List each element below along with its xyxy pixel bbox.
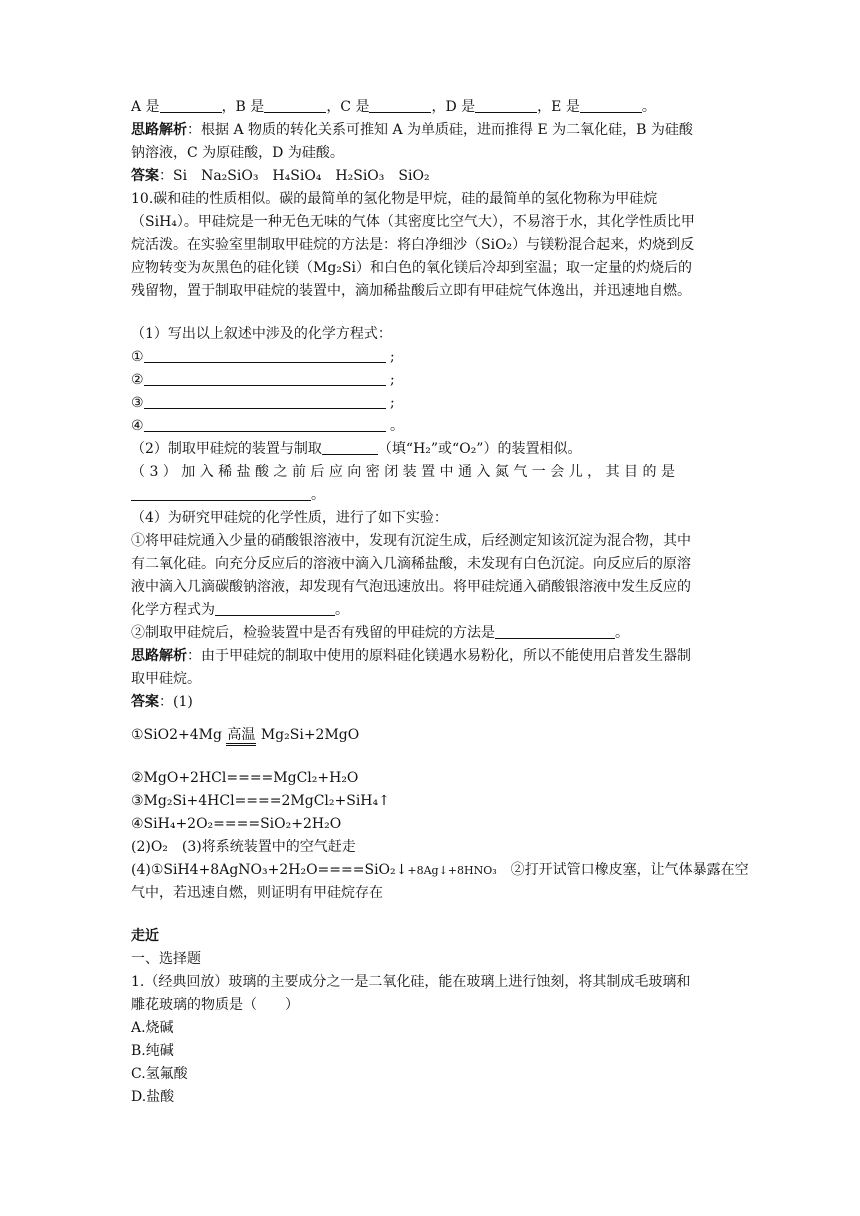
eq-mark: ②	[131, 372, 144, 388]
q10-part1-title: （1）写出以上叙述中涉及的化学方程式：	[131, 326, 392, 342]
q10-para-line: 残留物，置于制取甲硅烷的装置中，滴加稀盐酸后立即有甲硅烷气体逸出，并迅速地自燃。	[131, 283, 691, 299]
ans4-eq: (4)①SiH4+8AgNO₃+2H₂O====SiO₂↓	[131, 862, 408, 878]
q10-analysis-line-2: 取甲硅烷。	[131, 671, 201, 687]
answer-blank	[264, 98, 326, 113]
option-c: C.氢氟酸	[131, 1066, 188, 1082]
part2-text-end: （填“H₂”或“O₂”）的装置相似。	[377, 441, 582, 457]
q10-analysis-line-1	[131, 645, 731, 668]
analysis-text: ：根据 A 物质的转化关系可推知 A 为单质硅，进而推得 E 为二氧化硅，B 为硅酸	[187, 122, 693, 138]
answer-blank	[144, 371, 386, 386]
eq-mark: ③	[131, 395, 144, 411]
answer-blank	[144, 348, 386, 363]
equation-blank-line	[131, 392, 731, 415]
q10-part2	[131, 438, 731, 461]
part2-text: （2）制取甲硅烷的装置与制取	[131, 441, 322, 457]
answer-head-text: ：(1)	[159, 694, 193, 710]
q10-part4-title: （4）为研究甲硅烷的化学性质，进行了如下实验：	[131, 510, 448, 526]
answer-blank	[131, 486, 311, 501]
ans4-method: ②打开试管口橡皮塞，让气体暴露在空	[496, 862, 749, 878]
q10-para-line: 应物转变为灰黑色的硅化镁（Mg₂Si）和白色的氧化镁后冷却到室温；取一定量的灼烧后的	[131, 260, 692, 276]
part3-end: 。	[311, 487, 325, 503]
answer-label: 答案	[131, 694, 159, 710]
answer-equation-2: ②MgO+2HCl====MgCl₂+H₂O	[131, 770, 359, 786]
answer-blank	[369, 98, 431, 113]
q9-label-d: ，D 是	[431, 99, 476, 115]
q9-label-c: ，C 是	[326, 99, 370, 115]
answer-equation-4: ④SiH₄+2O₂====SiO₂+2H₂O	[131, 816, 342, 832]
q10-part4-line: 有二氧化硅。向充分反应后的溶液中滴入几滴稀盐酸，未发现有白色沉淀。向反应后的原溶	[131, 556, 691, 572]
question-1-stem: 1.（经典回放）玻璃的主要成分之一是二氧化硅，能在玻璃上进行蚀刻，将其制成毛玻璃和	[131, 974, 691, 990]
answer-blank	[144, 417, 386, 432]
eq-end: 。	[385, 418, 405, 434]
option-d: D.盐酸	[131, 1089, 175, 1105]
eq1-left: ①SiO2+4Mg	[131, 727, 227, 743]
q10-para-line: 烷活泼。在实验室里制取甲硅烷的方法是：将白净细沙（SiO₂）与镁粉混合起来，灼烧到反	[131, 237, 695, 253]
q10-part4-2	[131, 622, 731, 645]
q10-part3: （ 3 ） 加 入 稀 盐 酸 之 前 后 应 向 密 闭 装 置 中 通 入 氮 气 一 会 儿 ， 其 目 的 是	[131, 464, 675, 480]
p4-end-text: 化学方程式为	[131, 602, 215, 618]
section-title: 走近	[131, 928, 159, 944]
option-b: B.纯碱	[131, 1043, 174, 1059]
answer-blank	[144, 394, 386, 409]
q9-label-e: ，E 是	[537, 99, 580, 115]
q10-para-line: （SiH₄）。甲硅烷是一种无色无味的气体（其密度比空气大），不易溶于水，其化学性质比甲	[131, 214, 695, 230]
q10-part4-end	[131, 599, 731, 622]
answer-text: ：Si Na₂SiO₃ H₄SiO₄ H₂SiO₃ SiO₂	[159, 168, 430, 184]
question-1-stem-cont: 雕花玻璃的物质是（ ）	[131, 997, 299, 1013]
p4-2-mark: 。	[615, 625, 629, 641]
q9-analysis-line-1	[131, 119, 731, 142]
eq-mark: ①	[131, 349, 144, 365]
equation-blank-line	[131, 415, 731, 438]
eq-end: ;	[385, 395, 395, 411]
ans4-eq-small: +8Ag↓+8HNO₃	[407, 864, 497, 877]
q9-label-a: A 是	[131, 99, 160, 115]
q9-blanks-line	[131, 96, 731, 119]
answer-blank	[475, 98, 537, 113]
analysis-label: 思路解析	[131, 122, 187, 138]
analysis-text: ：由于甲硅烷的制取中使用的原料硅化镁遇水易粉化，所以不能使用启普发生器制	[187, 648, 691, 664]
eq-mark: ④	[131, 418, 144, 434]
q10-part4-line: ①将甲硅烷通入少量的硝酸银溶液中，发现有沉淀生成，后经测定知该沉淀为混合物，其中	[131, 533, 691, 549]
answer-blank	[215, 601, 335, 616]
equation-blank-line	[131, 346, 731, 369]
answer-parts-2-3: (2)O₂ (3)将系统装置中的空气赶走	[131, 839, 356, 855]
q9-label-b: ，B 是	[221, 99, 265, 115]
answer-equation-1	[131, 724, 731, 747]
answer-part-4	[131, 859, 749, 882]
q10-para-line: 10.碳和硅的性质相似。碳的最简单的氢化物是甲烷，硅的最简单的氢化物称为甲硅烷	[131, 191, 658, 207]
section-subtitle: 一、选择题	[131, 951, 201, 967]
eq-end: ;	[385, 372, 395, 388]
answer-blank	[580, 98, 642, 113]
answer-blank	[495, 624, 615, 639]
reaction-condition: 高温	[226, 727, 256, 746]
q9-answer-line	[131, 165, 731, 188]
eq-end: ;	[385, 349, 395, 365]
q10-part4-line: 液中滴入几滴碳酸钠溶液，却发现有气泡迅速放出。将甲硅烷通入硝酸银溶液中发生反应的	[131, 579, 691, 595]
eq1-right: Mg₂Si+2MgO	[256, 727, 360, 743]
answer-part-4-cont: 气中，若迅速自燃，则证明有甲硅烷存在	[131, 885, 383, 901]
q10-answer-head	[131, 691, 731, 714]
option-a: A.烧碱	[131, 1020, 174, 1036]
document-page	[131, 96, 749, 1109]
equation-blank-line	[131, 369, 731, 392]
answer-blank	[160, 98, 222, 113]
q10-paragraph	[131, 188, 731, 303]
answer-blank	[322, 440, 378, 455]
p4-end-mark: 。	[335, 602, 349, 618]
q9-period: 。	[641, 99, 656, 115]
p4-2-text: ②制取甲硅烷后，检验装置中是否有残留的甲硅烷的方法是	[131, 625, 495, 641]
analysis-label: 思路解析	[131, 648, 187, 664]
q10-part3-blank	[131, 484, 731, 507]
q9-analysis-line-2: 钠溶液，C 为原硅酸，D 为硅酸。	[131, 145, 344, 161]
answer-equation-3: ③Mg₂Si+4HCl====2MgCl₂+SiH₄↑	[131, 793, 390, 809]
answer-label: 答案	[131, 168, 159, 184]
